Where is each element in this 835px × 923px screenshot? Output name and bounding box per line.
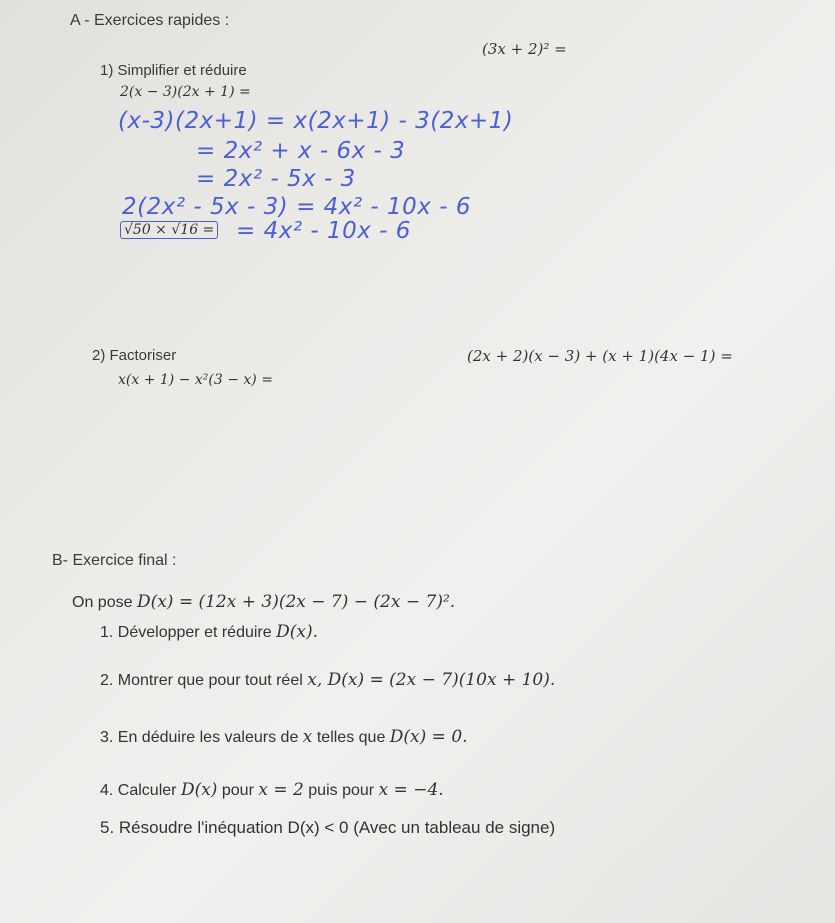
item-3-text2: telles que	[316, 729, 386, 746]
item-4-text2: pour	[221, 782, 254, 799]
intro-prefix: On pose	[72, 594, 133, 611]
item-4-text: 4. Calculer	[100, 782, 177, 799]
q2-label: 2) Factoriser	[92, 347, 177, 364]
handwriting-line-5: = 4x² - 10x - 6	[236, 218, 411, 244]
q1-sqrt-expression	[120, 222, 218, 238]
intro-line	[72, 592, 455, 612]
item-4	[100, 780, 444, 800]
handwriting-line-1: (x-3)(2x+1) = x(2x+1) - 3(2x+1)	[118, 108, 514, 134]
item-2-text: 2. Montrer que pour tout réel	[100, 672, 303, 689]
q1-label: 1) Simplifier et réduire	[100, 62, 247, 79]
item-5: 5. Résoudre l'inéquation D(x) < 0 (Avec un tableau de signe)	[100, 818, 556, 837]
item-2-math: x, D(x) = (2x − 7)(10x + 10).	[307, 670, 556, 690]
item-4-math3: x = −4.	[378, 780, 444, 800]
item-1	[100, 622, 318, 642]
item-2	[100, 670, 555, 690]
item-3	[100, 727, 468, 747]
sqrt-expression-box: √50 × √16 =	[120, 221, 218, 239]
item-4-text3: puis pour	[308, 782, 375, 799]
handwriting-line-4: 2(2x² - 5x - 3) = 4x² - 10x - 6	[122, 194, 471, 220]
item-3-math: x	[302, 727, 313, 747]
item-3-math2: D(x) = 0.	[389, 727, 468, 747]
intro-expression: D(x) = (12x + 3)(2x − 7) − (2x − 7)².	[136, 592, 456, 612]
q1-expression: 2(x − 3)(2x + 1) =	[120, 84, 251, 100]
q2-right-expression: (2x + 2)(x − 3) + (x + 1)(4x − 1) =	[467, 347, 733, 365]
handwriting-line-2: = 2x² + x - 6x - 3	[196, 138, 406, 164]
handwriting-line-3: = 2x² - 5x - 3	[196, 166, 356, 192]
item-3-text: 3. En déduire les valeurs de	[100, 729, 299, 746]
item-4-math: D(x)	[180, 780, 218, 800]
item-1-text: 1. Développer et réduire	[100, 624, 272, 641]
item-4-math2: x = 2	[258, 780, 304, 800]
item-1-math: D(x).	[276, 622, 318, 642]
q1-right-expression: (3x + 2)² =	[482, 40, 567, 58]
part-a-heading: A - Exercices rapides :	[70, 12, 230, 29]
part-b-heading: B- Exercice final :	[52, 552, 177, 569]
q2-expression: x(x + 1) − x²(3 − x) =	[118, 372, 273, 388]
